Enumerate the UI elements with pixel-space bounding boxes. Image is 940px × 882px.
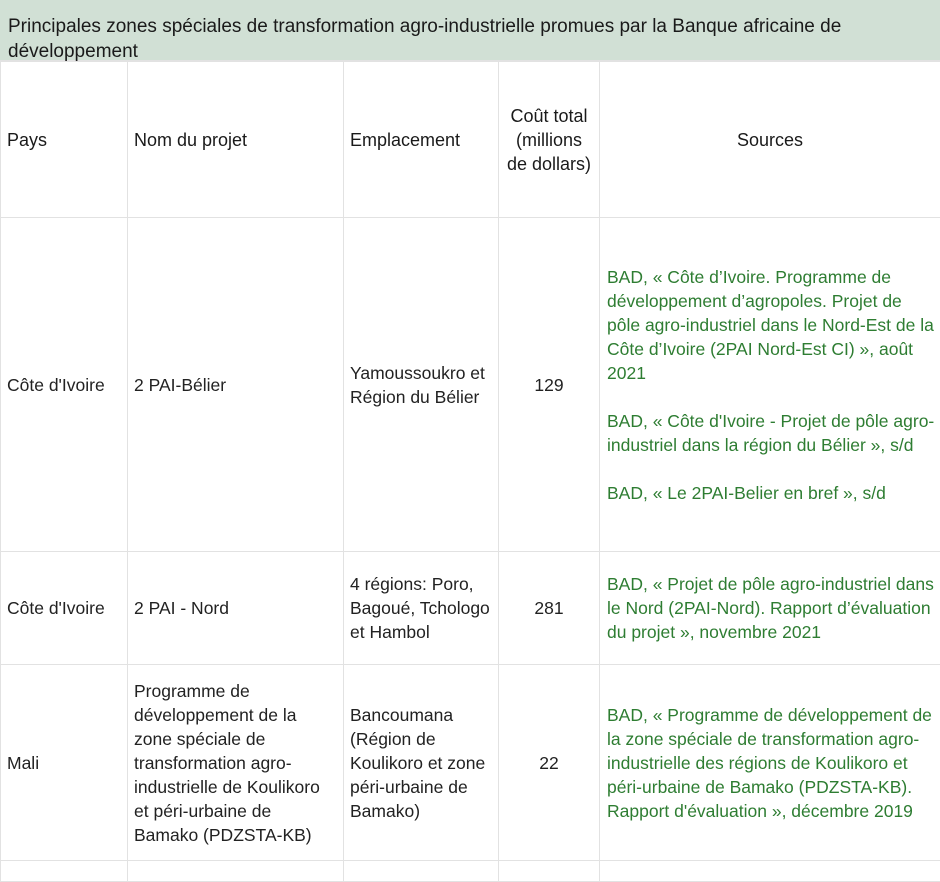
column-header-location: Emplacement [344, 62, 499, 218]
country-cell: Côte d'Ivoire [1, 218, 128, 552]
table-title: Principales zones spéciales de transformation agro-industrielle promues par la Banque africaine de développement [0, 0, 940, 61]
table-row [1, 665, 940, 861]
cost-cell: 22 [499, 665, 600, 861]
source-link[interactable]: BAD, « Côte d'Ivoire - Projet de pôle agro-industriel dans la région du Bélier », s/d [607, 409, 936, 457]
project-cell: 2 PAI - Nord [128, 552, 344, 665]
table-row-partial [1, 861, 940, 882]
cost-cell: 129 [499, 218, 600, 552]
table-row [1, 552, 940, 665]
column-header-country: Pays [1, 62, 128, 218]
location-cell: Yamoussoukro et Région du Bélier [344, 218, 499, 552]
empty-cell [1, 861, 128, 882]
empty-cell [499, 861, 600, 882]
project-cell: Programme de développement de la zone spéciale de transformation agro-industrielle de Koulikoro et péri-urbaine de Bamako (PDZSTA-KB) [128, 665, 344, 861]
empty-cell [128, 861, 344, 882]
header-row [1, 62, 940, 218]
location-cell: 4 régions: Poro, Bagoué, Tchologo et Hambol [344, 552, 499, 665]
source-link[interactable]: BAD, « Projet de pôle agro-industriel dans le Nord (2PAI-Nord). Rapport d’évaluation du projet », novembre 2021 [607, 572, 936, 644]
source-link[interactable]: BAD, « Programme de développement de la zone spéciale de transformation agro-industrielle des régions de Koulikoro et péri-urbaine de Bamako (PDZSTA-KB). Rapport d'évaluation », décembre 2019 [607, 703, 936, 823]
table-row [1, 218, 940, 552]
source-link[interactable]: BAD, « Côte d’Ivoire. Programme de développement d’agropoles. Projet de pôle agro-industriel dans le Nord-Est de la Côte d’Ivoire (2PAI Nord-Est CI) », août 2021 [607, 265, 936, 385]
empty-cell [600, 861, 940, 882]
projects-table [0, 61, 940, 882]
country-cell: Côte d'Ivoire [1, 552, 128, 665]
project-cell: 2 PAI-Bélier [128, 218, 344, 552]
sources-cell [600, 665, 940, 861]
column-header-sources: Sources [600, 62, 940, 218]
empty-cell [344, 861, 499, 882]
country-cell: Mali [1, 665, 128, 861]
sources-cell [600, 552, 940, 665]
cost-cell: 281 [499, 552, 600, 665]
column-header-project: Nom du projet [128, 62, 344, 218]
column-header-cost: Coût total (millions de dollars) [499, 62, 600, 218]
location-cell: Bancoumana (Région de Koulikoro et zone péri-urbaine de Bamako) [344, 665, 499, 861]
sources-cell [600, 218, 940, 552]
source-link[interactable]: BAD, « Le 2PAI-Belier en bref », s/d [607, 481, 936, 505]
